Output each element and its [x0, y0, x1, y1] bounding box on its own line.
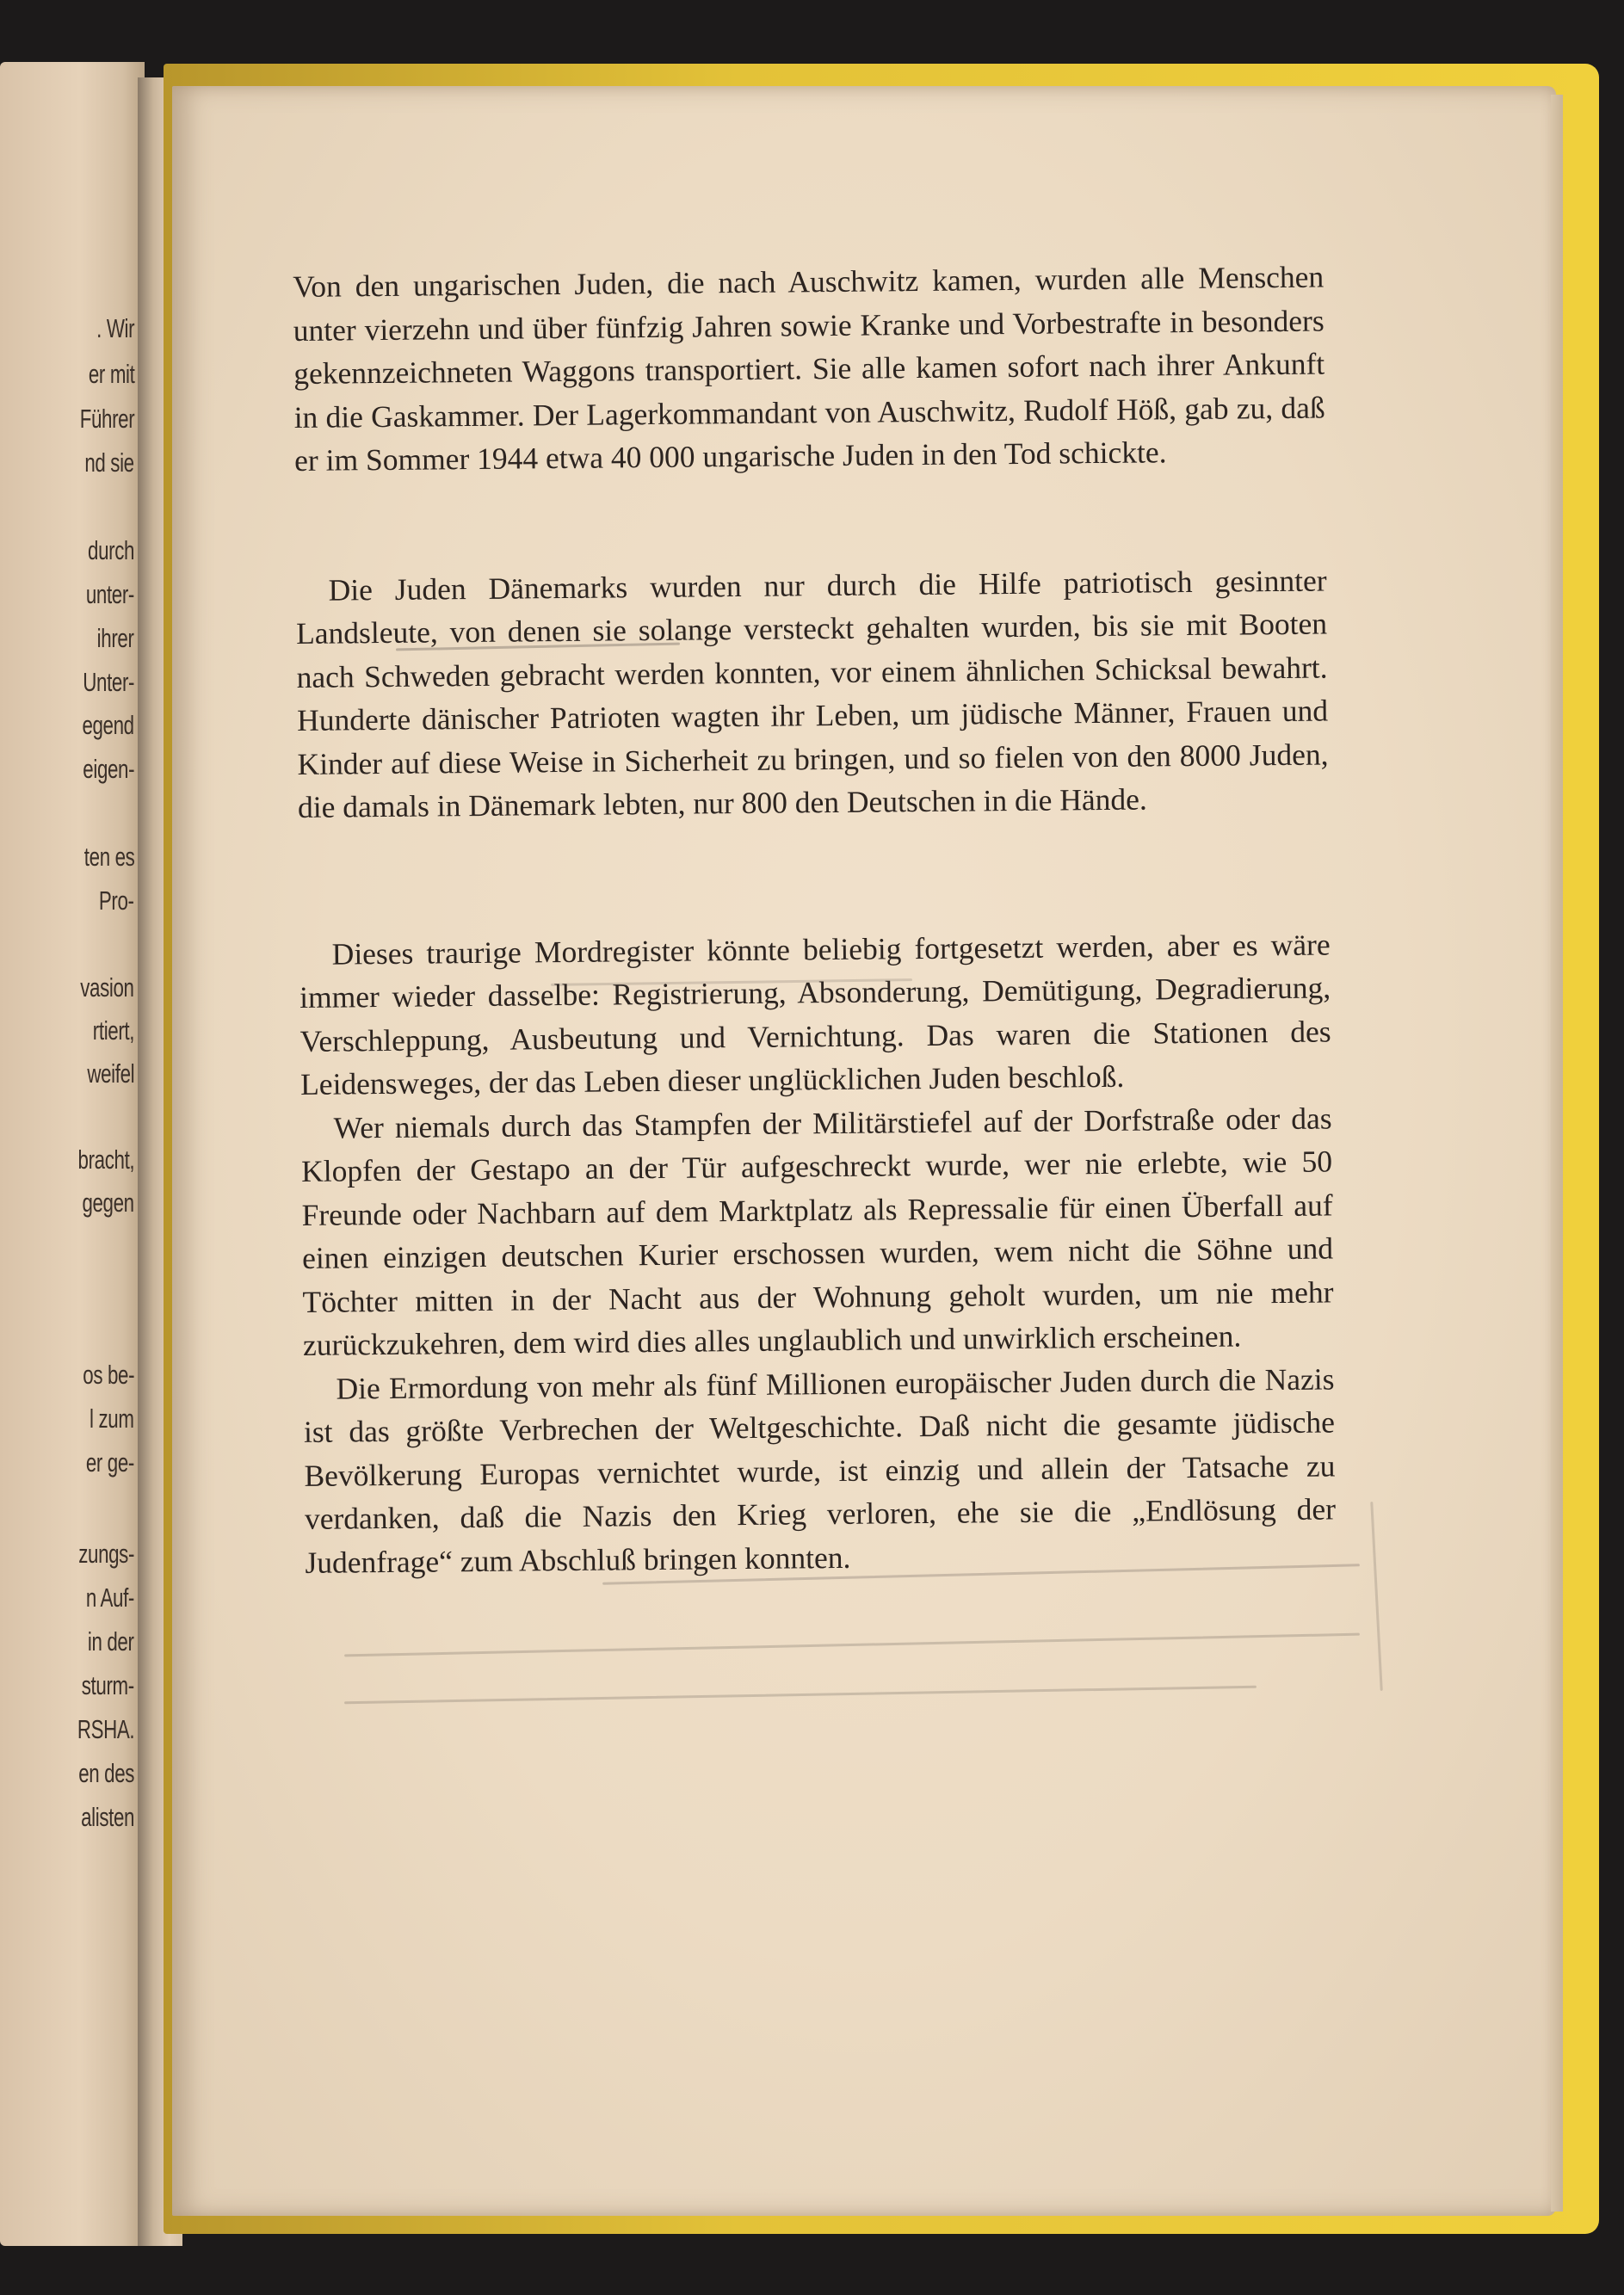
left-page-fragment: Pro- — [99, 885, 134, 916]
paragraph: Die Ermordung von mehr als fünf Millionen europäischer Juden durch die Nazis ist das größte Verbrechen der Weltgeschichte. Daß nicht die gesamte jüdische Bevölkerung Europas vernichtet wurde, ist einzig und allein der Tatsache zu verdanken, daß die Nazis den Krieg verloren, ehe sie die „Endlösung der Judenfrage“ zum Abschluß bringen konnten. — [303, 1360, 1337, 1580]
paragraph: Dieses traurige Mordregister könnte beliebig fortgesetzt werden, aber es wäre immer wieder dasselbe: Registrierung, Absonderung, Demütigung, Degradierung, Verschleppung, Ausbeutung und Vernichtung. Das waren die Stationen des Leidensweges, der das Leben dieser unglücklichen Juden beschloß. — [299, 926, 1331, 1101]
left-page-fragment: sturm- — [81, 1670, 134, 1700]
left-page-fragment: nd sie — [84, 447, 134, 478]
left-page-fragment: os be- — [83, 1360, 134, 1390]
left-page-fragment: er ge- — [85, 1447, 134, 1478]
left-facing-page — [0, 62, 145, 2246]
left-page-fragment: durch — [87, 535, 134, 565]
left-page-fragment: gegen — [82, 1188, 134, 1218]
left-page-fragment: in der — [88, 1626, 134, 1656]
paragraph: Von den ungarischen Juden, die nach Auschwitz kamen, wurden alle Menschen unter vierzehn und über fünfzig Jahren sowie Kranke und Vorbestrafte in besonders gekennzeichneten Waggons transportiert. Sie alle kamen sofort nach ihrer Ankunft in die Gaskammer. Der Lagerkommandant von Auschwitz, Rudolf Höß, gab zu, daß er im Sommer 1944 etwa 40 000 ungarische Juden in den Tod schickte. — [293, 259, 1325, 478]
left-page-fragment: ihrer — [97, 623, 134, 653]
left-page-fragment: alisten — [81, 1802, 134, 1832]
left-page-fragment: er mit — [88, 359, 134, 389]
left-page-fragment: bracht, — [77, 1144, 134, 1175]
left-page-fragment: zungs- — [78, 1539, 134, 1569]
left-page-fragment: Unter- — [83, 667, 134, 697]
left-page-fragment: egend — [82, 710, 134, 740]
left-page-fragment: eigen- — [83, 754, 134, 784]
page-edge — [1551, 95, 1563, 2212]
paragraph: Wer niemals durch das Stampfen der Militärstiefel auf der Dorfstraße oder das Klopfen der Gestapo an der Tür aufgeschreckt wurde, wer nie erlebte, wie 50 Freunde oder Nachbarn auf dem Marktplatz als Repressalie für einen Überfall auf einen einzigen deutschen Kurier erschossen wurden, wem nicht die Söhne und Töchter mitten in der Nacht aus der Wohnung geholt wurden, um nie mehr zurückzukehren, dem wird dies alles unglaublich und unwirklich erscheinen. — [300, 1100, 1334, 1362]
left-page-fragment: l zum — [90, 1404, 134, 1434]
left-page-fragment: n Auf- — [85, 1582, 134, 1613]
left-page-fragment: unter- — [85, 579, 134, 609]
left-page-fragment: ten es — [83, 842, 134, 872]
left-page-fragment: . Wir — [96, 313, 134, 343]
left-page-fragment: vasion — [80, 972, 134, 1003]
paragraph: Die Juden Dänemarks wurden nur durch die Hilfe patriotisch gesinnter Landsleute, von denen sie solange versteckt gehalten wurden, bis sie mit Booten nach Schweden gebracht werden konnten, vor einem ähnlichen Schicksal bewahrt. Hunderte dänischer Patrioten wagten ihr Leben, um jüdische Männer, Frauen und Kinder auf diese Weise in Sicherheit zu bringen, und so fielen von den 8000 Juden, die damals in Dänemark lebten, nur 800 den Deutschen in die Hände. — [295, 562, 1329, 824]
left-page-fragment: rtiert, — [92, 1015, 134, 1046]
left-page-fragment: Führer — [79, 404, 134, 434]
left-page-fragment: weifel — [87, 1058, 134, 1089]
main-text — [293, 256, 1337, 1584]
left-page-fragment: RSHA. — [77, 1714, 134, 1744]
left-page-fragment: en des — [78, 1758, 134, 1788]
